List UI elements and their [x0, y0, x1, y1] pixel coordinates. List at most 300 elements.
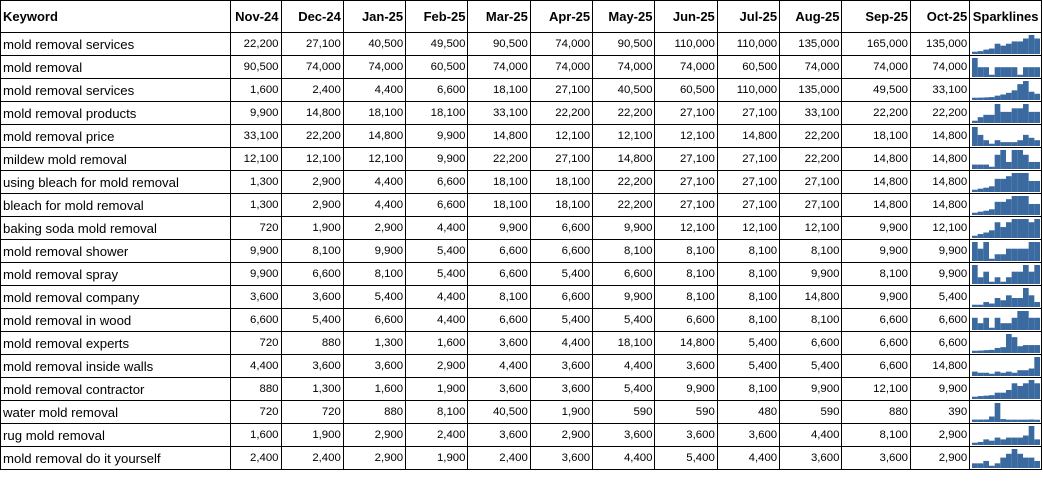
volume-cell: 8,100 — [717, 309, 779, 332]
sparkline-bar — [1006, 93, 1012, 100]
sparkline-bar — [1018, 420, 1024, 422]
volume-cell: 1,600 — [230, 424, 281, 447]
sparkline-bar — [1035, 420, 1041, 422]
volume-cell: 12,100 — [842, 378, 911, 401]
volume-cell: 22,200 — [911, 102, 970, 125]
sparkline-bar — [984, 302, 990, 307]
volume-cell: 22,200 — [468, 148, 530, 171]
sparkline-bar — [978, 323, 984, 330]
sparkline-bar — [995, 318, 1001, 330]
sparkline-bar — [1029, 92, 1035, 100]
volume-cell: 2,400 — [281, 79, 343, 102]
sparkline-bar — [984, 115, 990, 123]
sparkline-bar — [1018, 84, 1024, 100]
volume-cell: 5,400 — [406, 263, 468, 286]
volume-cell: 8,100 — [655, 240, 717, 263]
volume-cell: 9,900 — [780, 378, 842, 401]
volume-cell: 9,900 — [842, 286, 911, 309]
sparkline-bar — [989, 259, 995, 261]
sparkline-bar — [989, 209, 995, 215]
volume-cell: 49,500 — [842, 79, 911, 102]
sparkline-bar — [1006, 454, 1012, 468]
sparkline-bar — [1006, 176, 1012, 192]
sparkline-bar — [1012, 272, 1018, 284]
sparkline-bar — [1006, 372, 1012, 376]
volume-cell: 40,500 — [343, 33, 405, 56]
volume-cell: 12,100 — [911, 217, 970, 240]
sparkline-bar — [1001, 419, 1007, 422]
sparkline-bar — [1018, 41, 1024, 54]
volume-cell: 22,200 — [593, 194, 655, 217]
sparkline-bar — [972, 463, 978, 468]
sparkline-bar — [1001, 46, 1007, 54]
volume-cell: 12,100 — [230, 148, 281, 171]
sparkline-bar — [1006, 438, 1012, 445]
sparkline-bar — [1006, 199, 1012, 215]
sparkline-bar — [1029, 318, 1035, 330]
sparkline-cell — [970, 286, 1042, 309]
volume-cell: 390 — [911, 401, 970, 424]
header-row — [1, 1, 1042, 33]
volume-cell: 18,100 — [530, 194, 592, 217]
sparkline-cell — [970, 33, 1042, 56]
sparkline-bar — [972, 351, 978, 353]
sparkline-bar — [1001, 179, 1007, 192]
keyword-cell: mold removal spray — [1, 263, 231, 286]
volume-cell: 110,000 — [717, 33, 779, 56]
sparkline-bar — [1023, 67, 1029, 77]
sparkline-bar — [989, 115, 995, 123]
volume-cell: 9,900 — [468, 217, 530, 240]
volume-cell: 4,400 — [780, 424, 842, 447]
sparkline-chart — [972, 401, 1040, 423]
volume-cell: 9,900 — [406, 125, 468, 148]
sparkline-cell — [970, 125, 1042, 148]
sparkline-bar — [1018, 311, 1024, 330]
sparkline-bar — [1006, 142, 1012, 146]
volume-cell: 8,100 — [717, 286, 779, 309]
keyword-cell: rug mold removal — [1, 424, 231, 447]
sparkline-bar — [978, 98, 984, 100]
sparkline-chart — [972, 217, 1040, 239]
volume-cell: 2,900 — [911, 447, 970, 470]
volume-cell: 14,800 — [281, 102, 343, 125]
volume-cell: 5,400 — [281, 309, 343, 332]
sparkline-bar — [1023, 370, 1029, 376]
table-row — [1, 102, 1042, 125]
volume-cell: 135,000 — [780, 79, 842, 102]
volume-cell: 1,900 — [406, 378, 468, 401]
sparkline-bar — [972, 242, 978, 261]
sparkline-bar — [1029, 369, 1035, 376]
table-row — [1, 240, 1042, 263]
volume-cell: 5,400 — [530, 263, 592, 286]
sparkline-bar — [1018, 386, 1024, 399]
header-month: Apr-25 — [530, 1, 592, 33]
sparkline-bar — [978, 67, 984, 77]
sparkline-bar — [1035, 265, 1041, 284]
volume-cell: 74,000 — [530, 56, 592, 79]
volume-cell: 8,100 — [593, 240, 655, 263]
volume-cell: 74,000 — [911, 56, 970, 79]
volume-cell: 880 — [842, 401, 911, 424]
volume-cell: 4,400 — [343, 79, 405, 102]
volume-cell: 74,000 — [780, 56, 842, 79]
volume-cell: 12,100 — [655, 125, 717, 148]
sparkline-cell — [970, 148, 1042, 171]
header-month: Sep-25 — [842, 1, 911, 33]
volume-cell: 1,600 — [406, 332, 468, 355]
sparkline-chart — [972, 148, 1040, 170]
volume-cell: 6,600 — [593, 263, 655, 286]
sparkline-bar — [1001, 393, 1007, 399]
header-sparklines: Sparklines — [970, 1, 1042, 33]
table-row — [1, 355, 1042, 378]
volume-cell: 18,100 — [468, 79, 530, 102]
sparkline-bar — [1001, 323, 1007, 330]
volume-cell: 1,900 — [530, 401, 592, 424]
keyword-cell: bleach for mold removal — [1, 194, 231, 217]
sparkline-bar — [995, 44, 1001, 54]
volume-cell: 4,400 — [343, 194, 405, 217]
volume-cell: 3,600 — [655, 355, 717, 378]
sparkline-bar — [995, 393, 1001, 399]
volume-cell: 3,600 — [468, 424, 530, 447]
sparkline-bar — [995, 348, 1001, 353]
volume-cell: 8,100 — [468, 286, 530, 309]
sparkline-bar — [984, 461, 990, 468]
sparkline-bar — [989, 144, 995, 146]
sparkline-bar — [1012, 196, 1018, 215]
sparkline-bar — [978, 351, 984, 353]
volume-cell: 9,900 — [842, 217, 911, 240]
volume-cell: 27,100 — [655, 102, 717, 125]
keyword-cell: mold removal products — [1, 102, 231, 125]
volume-cell: 27,100 — [717, 171, 779, 194]
volume-cell: 14,800 — [717, 125, 779, 148]
volume-cell: 8,100 — [343, 263, 405, 286]
volume-cell: 74,000 — [593, 56, 655, 79]
volume-cell: 6,600 — [530, 217, 592, 240]
sparkline-bar — [1001, 254, 1007, 261]
keyword-cell: mold removal services — [1, 79, 231, 102]
sparkline-cell — [970, 102, 1042, 125]
table-row — [1, 332, 1042, 355]
table-row — [1, 171, 1042, 194]
sparkline-bar — [984, 350, 990, 353]
sparkline-chart — [972, 194, 1040, 216]
volume-cell: 3,600 — [717, 424, 779, 447]
volume-cell: 2,400 — [230, 447, 281, 470]
table-row — [1, 263, 1042, 286]
sparkline-bar — [1023, 311, 1029, 330]
volume-cell: 14,800 — [911, 125, 970, 148]
sparkline-bar — [989, 441, 995, 445]
volume-cell: 3,600 — [230, 286, 281, 309]
sparkline-chart — [972, 378, 1040, 400]
keyword-cell: mold removal shower — [1, 240, 231, 263]
sparkline-bar — [1023, 196, 1029, 215]
volume-cell: 22,200 — [780, 148, 842, 171]
header-month: Jan-25 — [343, 1, 405, 33]
table-row — [1, 217, 1042, 240]
volume-cell: 27,100 — [717, 148, 779, 171]
volume-cell: 27,100 — [655, 194, 717, 217]
volume-cell: 27,100 — [780, 171, 842, 194]
sparkline-bar — [1023, 81, 1029, 100]
volume-cell: 5,400 — [593, 309, 655, 332]
sparkline-chart — [972, 171, 1040, 193]
sparkline-bar — [972, 58, 978, 77]
volume-cell: 22,200 — [593, 171, 655, 194]
volume-cell: 9,900 — [593, 286, 655, 309]
sparkline-bar — [1012, 150, 1018, 169]
sparkline-bar — [995, 372, 1001, 376]
volume-cell: 4,400 — [717, 447, 779, 470]
table-row — [1, 309, 1042, 332]
sparkline-bar — [1023, 155, 1029, 169]
sparkline-bar — [995, 438, 1001, 445]
volume-cell: 4,400 — [530, 332, 592, 355]
volume-cell: 40,500 — [468, 401, 530, 424]
sparkline-bar — [1001, 282, 1007, 284]
header-month: Mar-25 — [468, 1, 530, 33]
volume-cell: 5,400 — [593, 378, 655, 401]
sparkline-bar — [1006, 112, 1012, 123]
volume-cell: 18,100 — [343, 102, 405, 125]
sparkline-bar — [978, 305, 984, 307]
sparkline-bar — [984, 50, 990, 54]
sparkline-bar — [1001, 67, 1007, 77]
volume-cell: 9,900 — [911, 378, 970, 401]
volume-cell: 6,600 — [842, 332, 911, 355]
sparkline-bar — [1006, 390, 1012, 399]
sparkline-bar — [989, 304, 995, 307]
sparkline-bar — [978, 51, 984, 54]
sparkline-bar — [1035, 461, 1041, 468]
sparkline-bar — [1035, 242, 1041, 261]
volume-cell: 2,900 — [343, 424, 405, 447]
sparkline-bar — [1023, 265, 1029, 284]
table-row — [1, 378, 1042, 401]
volume-cell: 60,500 — [406, 56, 468, 79]
keyword-cell: mildew mold removal — [1, 148, 231, 171]
volume-cell: 14,800 — [842, 194, 911, 217]
sparkline-cell — [970, 56, 1042, 79]
volume-cell: 74,000 — [655, 56, 717, 79]
volume-cell: 6,600 — [406, 171, 468, 194]
table-row — [1, 148, 1042, 171]
sparkline-chart — [972, 447, 1040, 469]
sparkline-bar — [1001, 142, 1007, 146]
sparkline-bar — [1001, 347, 1007, 353]
sparkline-bar — [1035, 204, 1041, 215]
sparkline-bar — [1012, 90, 1018, 100]
keyword-cell: mold removal price — [1, 125, 231, 148]
sparkline-bar — [995, 67, 1001, 77]
sparkline-bar — [1001, 300, 1007, 307]
volume-cell: 18,100 — [468, 171, 530, 194]
volume-cell: 14,800 — [655, 332, 717, 355]
sparkline-bar — [972, 318, 978, 330]
sparkline-cell — [970, 447, 1042, 470]
volume-cell: 9,900 — [406, 148, 468, 171]
sparkline-bar — [1006, 44, 1012, 54]
sparkline-bar — [1012, 449, 1018, 468]
sparkline-bar — [1018, 219, 1024, 238]
volume-cell: 12,100 — [655, 217, 717, 240]
volume-cell: 90,500 — [230, 56, 281, 79]
table-row — [1, 401, 1042, 424]
sparkline-bar — [1035, 345, 1041, 353]
sparkline-bar — [1012, 67, 1018, 77]
sparkline-cell — [970, 171, 1042, 194]
sparkline-bar — [972, 121, 978, 123]
sparkline-bar — [1029, 181, 1035, 192]
sparkline-bar — [1023, 104, 1029, 123]
sparkline-bar — [1029, 222, 1035, 238]
volume-cell: 9,900 — [343, 240, 405, 263]
sparkline-bar — [984, 420, 990, 422]
sparkline-bar — [972, 443, 978, 445]
sparkline-bar — [1035, 219, 1041, 238]
volume-cell: 1,300 — [343, 332, 405, 355]
volume-cell: 6,600 — [780, 332, 842, 355]
volume-cell: 720 — [230, 332, 281, 355]
sparkline-bar — [1012, 41, 1018, 54]
volume-cell: 8,100 — [717, 240, 779, 263]
volume-cell: 12,100 — [281, 148, 343, 171]
volume-cell: 74,000 — [343, 56, 405, 79]
volume-cell: 18,100 — [842, 125, 911, 148]
sparkline-bar — [978, 165, 984, 169]
volume-cell: 9,900 — [780, 263, 842, 286]
sparkline-bar — [1029, 380, 1035, 399]
sparkline-cell — [970, 263, 1042, 286]
header-month: May-25 — [593, 1, 655, 33]
volume-cell: 8,100 — [780, 309, 842, 332]
volume-cell: 4,400 — [406, 217, 468, 240]
volume-cell: 720 — [230, 401, 281, 424]
volume-cell: 5,400 — [911, 286, 970, 309]
volume-cell: 27,100 — [717, 194, 779, 217]
sparkline-bar — [978, 117, 984, 123]
volume-cell: 27,100 — [655, 171, 717, 194]
sparkline-bar — [989, 350, 995, 353]
sparkline-bar — [972, 98, 978, 100]
sparkline-cell — [970, 378, 1042, 401]
volume-cell: 720 — [230, 217, 281, 240]
volume-cell: 6,600 — [281, 263, 343, 286]
sparkline-cell — [970, 309, 1042, 332]
volume-cell: 1,300 — [281, 378, 343, 401]
sparkline-bar — [984, 396, 990, 399]
sparkline-bar — [972, 372, 978, 376]
sparkline-bar — [1023, 249, 1029, 261]
sparkline-bar — [989, 282, 995, 284]
volume-cell: 12,100 — [717, 217, 779, 240]
sparkline-bar — [989, 417, 995, 422]
sparkline-bar — [1023, 383, 1029, 399]
sparkline-bar — [989, 186, 995, 192]
sparkline-chart — [972, 424, 1040, 446]
sparkline-bar — [1029, 272, 1035, 284]
sparkline-bar — [995, 104, 1001, 123]
volume-cell: 33,100 — [468, 102, 530, 125]
volume-cell: 590 — [593, 401, 655, 424]
sparkline-cell — [970, 217, 1042, 240]
sparkline-bar — [1018, 108, 1024, 123]
sparkline-bar — [995, 277, 1001, 284]
volume-cell: 9,900 — [911, 240, 970, 263]
keyword-cell: baking soda mold removal — [1, 217, 231, 240]
volume-cell: 4,400 — [593, 447, 655, 470]
volume-cell: 14,800 — [911, 171, 970, 194]
sparkline-cell — [970, 194, 1042, 217]
sparkline-bar — [1018, 298, 1024, 307]
sparkline-bar — [995, 298, 1001, 307]
volume-cell: 40,500 — [593, 79, 655, 102]
volume-cell: 74,000 — [281, 56, 343, 79]
sparkline-bar — [1023, 288, 1029, 307]
sparkline-bar — [1006, 323, 1012, 330]
volume-cell: 6,600 — [911, 332, 970, 355]
volume-cell: 5,400 — [717, 355, 779, 378]
sparkline-bar — [978, 135, 984, 146]
sparkline-bar — [978, 463, 984, 468]
sparkline-cell — [970, 355, 1042, 378]
sparkline-bar — [1001, 150, 1007, 169]
volume-cell: 2,400 — [281, 447, 343, 470]
volume-cell: 33,100 — [230, 125, 281, 148]
volume-cell: 5,400 — [717, 332, 779, 355]
volume-cell: 27,100 — [780, 194, 842, 217]
volume-cell: 27,100 — [717, 102, 779, 125]
volume-cell: 8,100 — [717, 263, 779, 286]
sparkline-bar — [978, 234, 984, 238]
sparkline-chart — [972, 332, 1040, 354]
volume-cell: 480 — [717, 401, 779, 424]
sparkline-bar — [1035, 357, 1041, 376]
volume-cell: 2,900 — [406, 355, 468, 378]
volume-cell: 27,100 — [530, 148, 592, 171]
volume-cell: 27,100 — [655, 148, 717, 171]
sparkline-bar — [1035, 383, 1041, 399]
volume-cell: 3,600 — [780, 447, 842, 470]
header-month: Dec-24 — [281, 1, 343, 33]
volume-cell: 12,100 — [530, 125, 592, 148]
volume-cell: 3,600 — [842, 447, 911, 470]
table-row — [1, 33, 1042, 56]
volume-cell: 22,200 — [780, 125, 842, 148]
volume-cell: 8,100 — [406, 401, 468, 424]
volume-cell: 880 — [281, 332, 343, 355]
sparkline-cell — [970, 79, 1042, 102]
volume-cell: 2,900 — [343, 217, 405, 240]
volume-cell: 8,100 — [655, 263, 717, 286]
keyword-cell: mold removal do it yourself — [1, 447, 231, 470]
sparkline-cell — [970, 332, 1042, 355]
sparkline-cell — [970, 240, 1042, 263]
volume-cell: 9,900 — [655, 378, 717, 401]
sparkline-chart — [972, 309, 1040, 331]
sparkline-bar — [1012, 373, 1018, 376]
volume-cell: 12,100 — [343, 148, 405, 171]
sparkline-bar — [972, 397, 978, 399]
header-keyword: Keyword — [1, 1, 231, 33]
sparkline-bar — [1012, 438, 1018, 445]
sparkline-cell — [970, 401, 1042, 424]
